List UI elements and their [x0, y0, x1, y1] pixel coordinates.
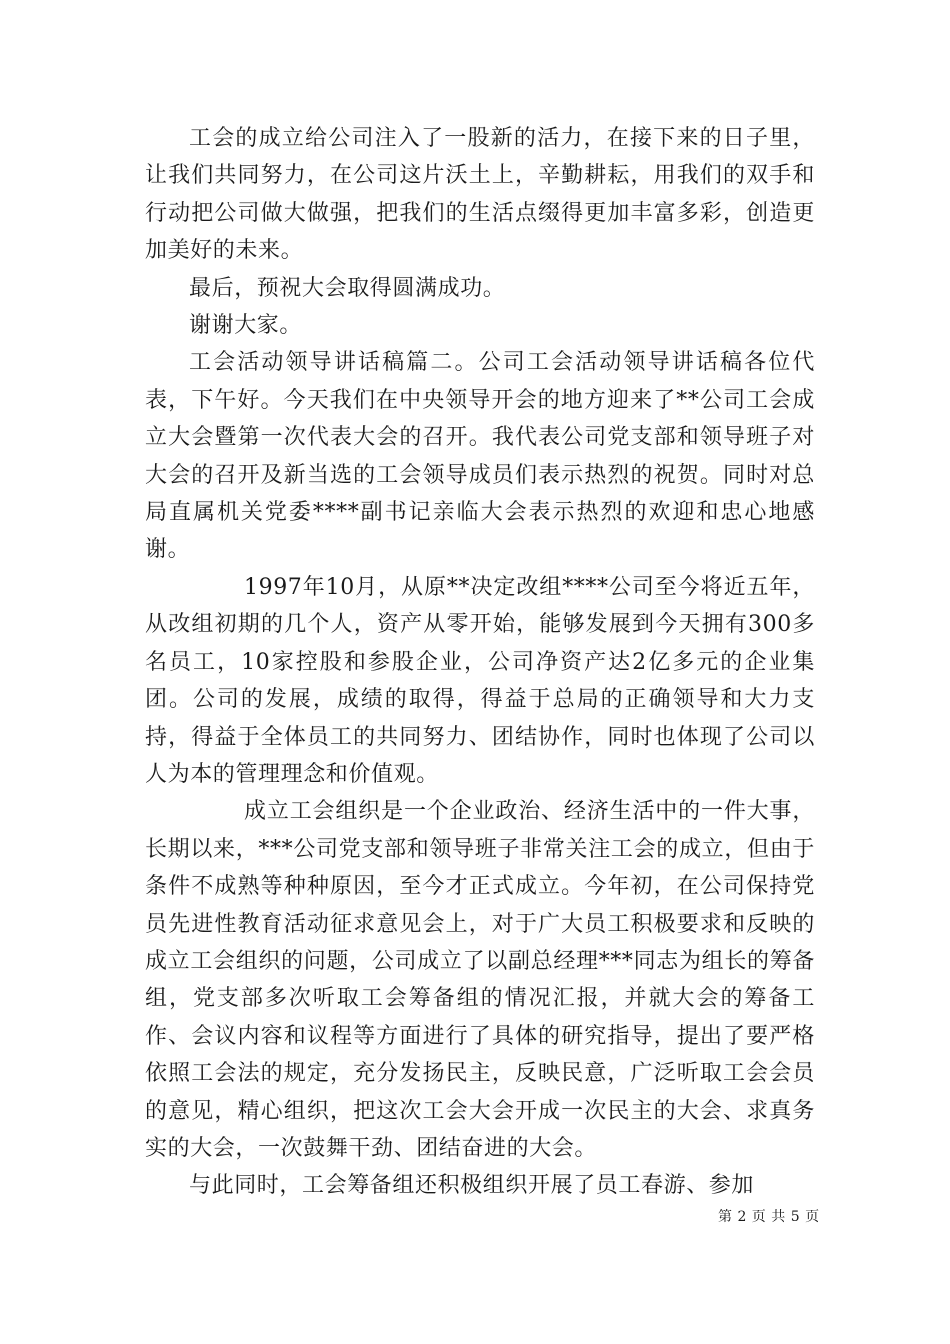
page-number-footer: 第 2 页 共 5 页 — [718, 1209, 820, 1225]
paragraph-wish-success: 最后，预祝大会取得圆满成功。 — [189, 275, 506, 301]
paragraph-closing-remarks: 工会的成立给公司注入了一股新的活力，在接下来的日子里，让我们共同努力，在公司这片沃土上，辛勤耕耘，用我们的双手和行动把公司做大做强，把我们的生活点缀得更加丰富多彩，创造更加美好的未来。 — [145, 126, 815, 264]
paragraph-company-history: 1997年10月，从原**决定改组****公司至今将近五年，从改组初期的几个人，资产从零开始，能够发展到今天拥有300多名员工，10家控股和参股企业，公司净资产达2亿多元的企业集团。公司的发展，成绩的取得，得益于总局的正确领导和大力支持，得益于全体员工的共同努力、团结协作，同时也体现了公司以人为本的管理理念和价值观。 — [145, 574, 815, 787]
paragraph-thanks: 谢谢大家。 — [189, 313, 303, 339]
paragraph-activities: 与此同时，工会筹备组还积极组织开展了员工春游、参加 — [189, 1173, 755, 1199]
body-text — [145, 120, 815, 1205]
paragraph-speech-two-intro: 工会活动领导讲话稿篇二。公司工会活动领导讲话稿各位代表，下午好。今天我们在中央领导开会的地方迎来了**公司工会成立大会暨第一次代表大会的召开。我代表公司党支部和领导班子对大会的召开及新当选的工会领导成员们表示热烈的祝贺。同时对总局直属机关党委****副书记亲临大会表示热烈的欢迎和忠心地感谢。 — [145, 350, 815, 563]
paragraph-union-founding: 成立工会组织是一个企业政治、经济生活中的一件大事，长期以来，***公司党支部和领导班子非常关注工会的成立，但由于条件不成熟等种种原因，至今才正式成立。今年初，在公司保持党员先进性教育活动征求意见会上，对于广大员工积极要求和反映的成立工会组织的问题，公司成立了以副总经理***同志为组长的筹备组，党支部多次听取工会筹备组的情况汇报，并就大会的筹备工作、会议内容和议程等方面进行了具体的研究指导，提出了要严格依照工会法的规定，充分发扬民主，反映民意，广泛听取工会会员的意见，精心组织，把这次工会大会开成一次民主的大会、求真务实的大会，一次鼓舞干劲、团结奋进的大会。 — [145, 799, 815, 1161]
